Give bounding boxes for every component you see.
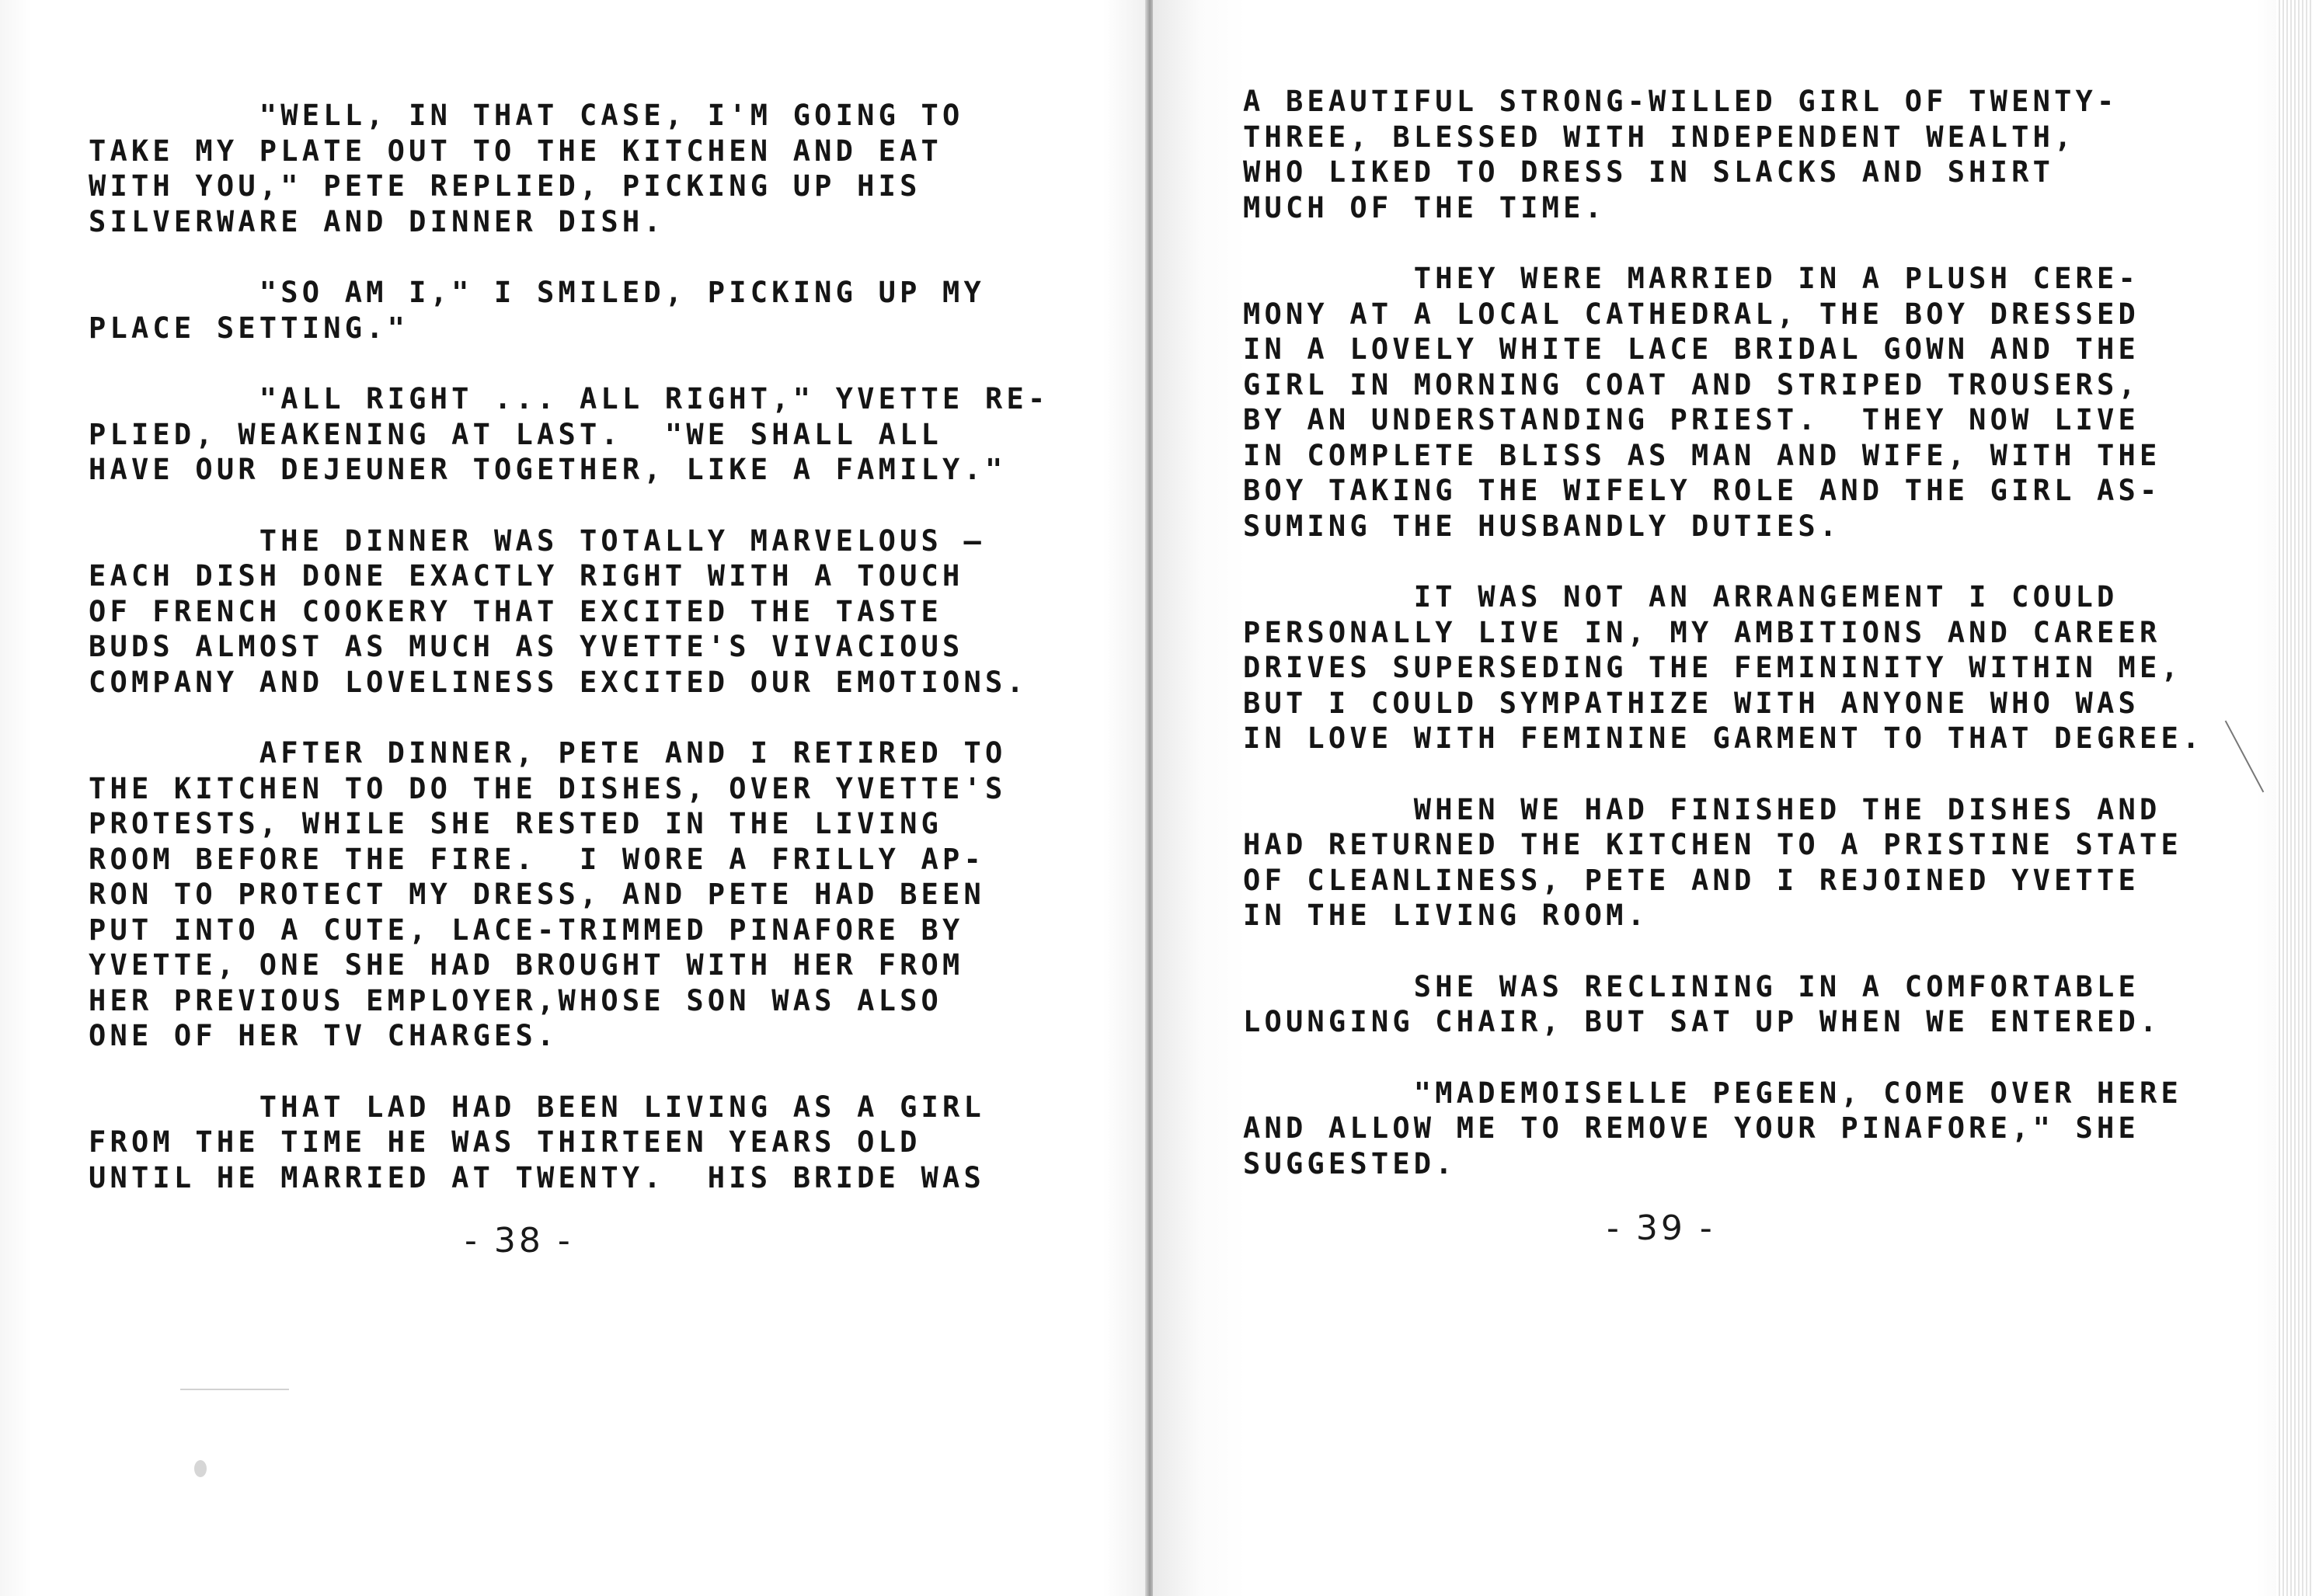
text-line: SUGGESTED. — [1243, 1146, 1457, 1180]
text-line: WITH YOU," PETE REPLIED, PICKING UP HIS — [89, 169, 921, 203]
text-line: EACH DISH DONE EXACTLY RIGHT WITH A TOUCH — [89, 559, 964, 593]
text-line: THEY WERE MARRIED IN A PLUSH CERE- — [1243, 262, 2140, 295]
paragraph — [89, 1090, 1060, 1196]
text-line: OF CLEANLINESS, PETE AND I REJOINED YVETTE — [1243, 863, 2140, 897]
text-line: PERSONALLY LIVE IN, MY AMBITIONS AND CAREER — [1243, 615, 2161, 649]
text-line: BUDS ALMOST AS MUCH AS YVETTE'S VIVACIOUS — [89, 630, 964, 663]
text-line: OF FRENCH COOKERY THAT EXCITED THE TASTE — [89, 594, 943, 628]
text-line: BOY TAKING THE WIFELY ROLE AND THE GIRL AS- — [1243, 474, 2161, 507]
text-line: IN A LOVELY WHITE LACE BRIDAL GOWN AND THE — [1243, 332, 2140, 366]
text-line: IT WAS NOT AN ARRANGEMENT I COULD — [1243, 580, 2119, 614]
text-line: BUT I COULD SYMPATHIZE WITH ANYONE WHO WAS — [1243, 686, 2140, 720]
text-line: BY AN UNDERSTANDING PRIEST. THEY NOW LIVE — [1243, 403, 2140, 436]
text-line: AND ALLOW ME TO REMOVE YOUR PINAFORE," SHE — [1243, 1111, 2140, 1145]
text-line: THAT LAD HAD BEEN LIVING AS A GIRL — [89, 1090, 985, 1124]
page-mark — [194, 1460, 207, 1477]
text-line: THREE, BLESSED WITH INDEPENDENT WEALTH, — [1243, 120, 2076, 154]
text-line: MONY AT A LOCAL CATHEDRAL, THE BOY DRESSED — [1243, 297, 2140, 331]
text-line: ONE OF HER TV CHARGES. — [89, 1019, 559, 1052]
text-line: PUT INTO A CUTE, LACE-TRIMMED PINAFORE BY — [89, 913, 964, 947]
page-mark — [2225, 721, 2265, 793]
paragraph — [89, 381, 1060, 488]
text-line: WHEN WE HAD FINISHED THE DISHES AND — [1243, 792, 2161, 826]
text-line: MUCH OF THE TIME. — [1243, 190, 1607, 224]
text-line: THE DINNER WAS TOTALLY MARVELOUS — — [89, 523, 985, 558]
paragraph — [1243, 792, 2222, 934]
paragraph — [1243, 969, 2222, 1040]
page-mark — [180, 1389, 289, 1390]
text-line: "ALL RIGHT ... ALL RIGHT," YVETTE RE- — [89, 382, 1050, 416]
paragraph — [89, 523, 1060, 701]
paragraph — [1243, 579, 2222, 756]
text-line: PLACE SETTING." — [89, 311, 409, 345]
left-page-number: - 38 - — [465, 1221, 573, 1260]
text-line: YVETTE, ONE SHE HAD BROUGHT WITH HER FROM — [89, 948, 964, 982]
text-line: PLIED, WEAKENING AT LAST. "WE SHALL ALL — [89, 417, 943, 451]
text-line: LOUNGING CHAIR, BUT SAT UP WHEN WE ENTERED. — [1243, 1005, 2161, 1038]
right-page-text — [1243, 84, 2222, 1217]
text-line: IN LOVE WITH FEMININE GARMENT TO THAT DEGREE. — [1243, 722, 2204, 755]
text-line: DRIVES SUPERSEDING THE FEMININITY WITHIN ME, — [1243, 651, 2182, 684]
text-line: IN COMPLETE BLISS AS MAN AND WIFE, WITH THE — [1243, 438, 2161, 472]
text-line: SILVERWARE AND DINNER DISH. — [89, 204, 665, 238]
left-page — [0, 0, 1147, 1596]
text-line: THE KITCHEN TO DO THE DISHES, OVER YVETTE'S — [89, 771, 1007, 805]
paragraph — [89, 735, 1060, 1054]
text-line: TAKE MY PLATE OUT TO THE KITCHEN AND EAT — [89, 134, 943, 168]
left-page-text — [89, 98, 1060, 1231]
paragraph — [1243, 84, 2222, 225]
text-line: IN THE LIVING ROOM. — [1243, 899, 1649, 932]
text-line: HAD RETURNED THE KITCHEN TO A PRISTINE STATE — [1243, 828, 2182, 861]
paragraph — [1243, 261, 2222, 544]
text-line: SUMING THE HUSBANDLY DUTIES. — [1243, 509, 1841, 543]
paragraph — [1243, 1076, 2222, 1182]
text-line: "SO AM I," I SMILED, PICKING UP MY — [89, 276, 985, 309]
paragraph — [89, 98, 1060, 239]
right-page-number: - 39 - — [1607, 1208, 1715, 1248]
text-line: PROTESTS, WHILE SHE RESTED IN THE LIVING — [89, 807, 943, 840]
text-line: ROOM BEFORE THE FIRE. I WORE A FRILLY AP- — [89, 842, 985, 876]
text-line: GIRL IN MORNING COAT AND STRIPED TROUSERS, — [1243, 367, 2140, 402]
text-line: HAVE OUR DEJEUNER TOGETHER, LIKE A FAMILY." — [89, 453, 1007, 486]
text-line: SHE WAS RECLINING IN A COMFORTABLE — [1243, 969, 2140, 1003]
text-line: FROM THE TIME HE WAS THIRTEEN YEARS OLD — [89, 1125, 921, 1159]
text-line: WHO LIKED TO DRESS IN SLACKS AND SHIRT — [1243, 155, 2055, 189]
text-line: "MADEMOISELLE PEGEEN, COME OVER HERE — [1243, 1076, 2182, 1110]
text-line: RON TO PROTECT MY DRESS, AND PETE HAD BEEN — [89, 878, 985, 911]
page-edges — [2276, 0, 2312, 1596]
text-line: UNTIL HE MARRIED AT TWENTY. HIS BRIDE WAS — [89, 1160, 985, 1194]
text-line: "WELL, IN THAT CASE, I'M GOING TO — [89, 99, 964, 132]
text-line: HER PREVIOUS EMPLOYER,WHOSE SON WAS ALSO — [89, 983, 943, 1017]
paragraph — [89, 275, 1060, 346]
text-line: AFTER DINNER, PETE AND I RETIRED TO — [89, 736, 1007, 770]
text-line: A BEAUTIFUL STRONG-WILLED GIRL OF TWENTY- — [1243, 85, 2119, 118]
text-line: COMPANY AND LOVELINESS EXCITED OUR EMOTIONS. — [89, 665, 1028, 699]
